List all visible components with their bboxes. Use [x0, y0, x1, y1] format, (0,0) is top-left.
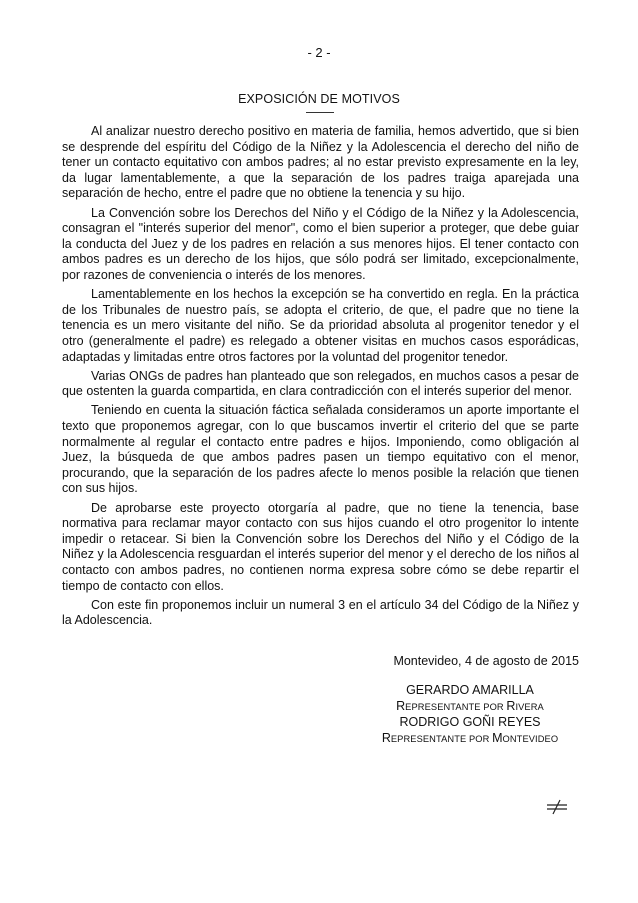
page-number: - 2 -	[307, 45, 331, 60]
role-text: ONTEVIDEO	[502, 733, 559, 744]
title-underline	[306, 112, 334, 113]
role-initial: R	[506, 698, 516, 713]
role-initial: M	[492, 730, 503, 745]
signatory-name: RODRIGO GOÑI REYES	[399, 715, 541, 729]
role-text: EPRESENTANTE POR	[390, 733, 493, 744]
paragraph: Varias ONGs de padres han planteado que son relegados, en muchos casos a pesar de que ostenten la guarda compartida, en clara contradicción con el interés superior del menor.	[62, 368, 579, 399]
signatory-name: GERARDO AMARILLA	[406, 683, 534, 697]
date-line: Montevideo, 4 de agosto de 2015	[393, 654, 579, 668]
paragraph: De aprobarse este proyecto otorgaría al padre, que no tiene la tenencia, base normativa para reclamar mayor contacto con sus hijos cuando el otro progenitor lo intente impedir o retacear. Si bien la Convención sobre los Derechos del Niño y el Código de la Niñez y la Adolescencia resguardan el interés superior del menor y el derecho de los niños al contacto con ambos padres, no contienen norma expresa sobre cómo se debe repartir el tiempo de contacto con ellos.	[62, 500, 579, 593]
paragraph: Teniendo en cuenta la situación fáctica señalada consideramos un aporte importante el texto que proponemos agregar, con lo que buscamos invertir el criterio del que se parte normalmente al regular el contacto entre padres e hijos. Imponiendo, como obligación al Juez, la búsqueda de que ambos padres pasen un tiempo equitativo con el menor, procurando, que la separación de los padres afecte lo menos posible la relación que tienen con sus hijos.	[62, 403, 579, 496]
end-of-document-mark-icon	[546, 798, 568, 816]
role-initial: R	[381, 730, 391, 745]
paragraph: Con este fin proponemos incluir un numeral 3 en el artículo 34 del Código de la Niñez y la Adolescencia.	[62, 597, 579, 628]
paragraph: Lamentablemente en los hechos la excepción se ha convertido en regla. En la práctica de los Tribunales de nuestro país, se adopta el criterio, de que, el padre que no tiene la tenencia es un mero visitante del niño. Se da prioridad absoluta al progenitor tenedor y el otro (generalmente el padre) es relegado a obtener visitas en muchos casos esporádicas, adaptadas y limitadas entre otros factores por la voluntad del progenitor tenedor.	[62, 287, 579, 364]
role-text: IVERA	[515, 701, 544, 712]
signature-block	[360, 683, 580, 747]
signatory-role	[360, 731, 580, 748]
signatory-role	[360, 699, 580, 716]
section-title: EXPOSICIÓN DE MOTIVOS	[238, 92, 400, 106]
role-text: EPRESENTANTE POR	[405, 701, 507, 712]
paragraph: La Convención sobre los Derechos del Niño y el Código de la Niñez y la Adolescencia, consagran el "interés superior del menor", como el bien superior a proteger, que debe guiar la conducta del Juez y de los padres en relación a sus menores hijos. El tener contacto con ambos padres es un derecho de los hijos, que sólo podrá ser limitado, excepcionalmente, por razones de conveniencia o interés de los menores.	[62, 205, 579, 282]
paragraph: Al analizar nuestro derecho positivo en materia de familia, hemos advertido, que si bien se desprende del espíritu del Código de la Niñez y la Adolescencia el derecho del niño de tener un contacto equitativo con ambos padres; al no estar previsto expresamente en la ley, da lugar lamentablemente, a que la separación de los padres traiga aparejada una separación de hecho, entre el padre que no obtiene la tenencia y su hijo.	[62, 124, 579, 201]
role-initial: R	[396, 698, 406, 713]
body-text	[62, 124, 579, 633]
